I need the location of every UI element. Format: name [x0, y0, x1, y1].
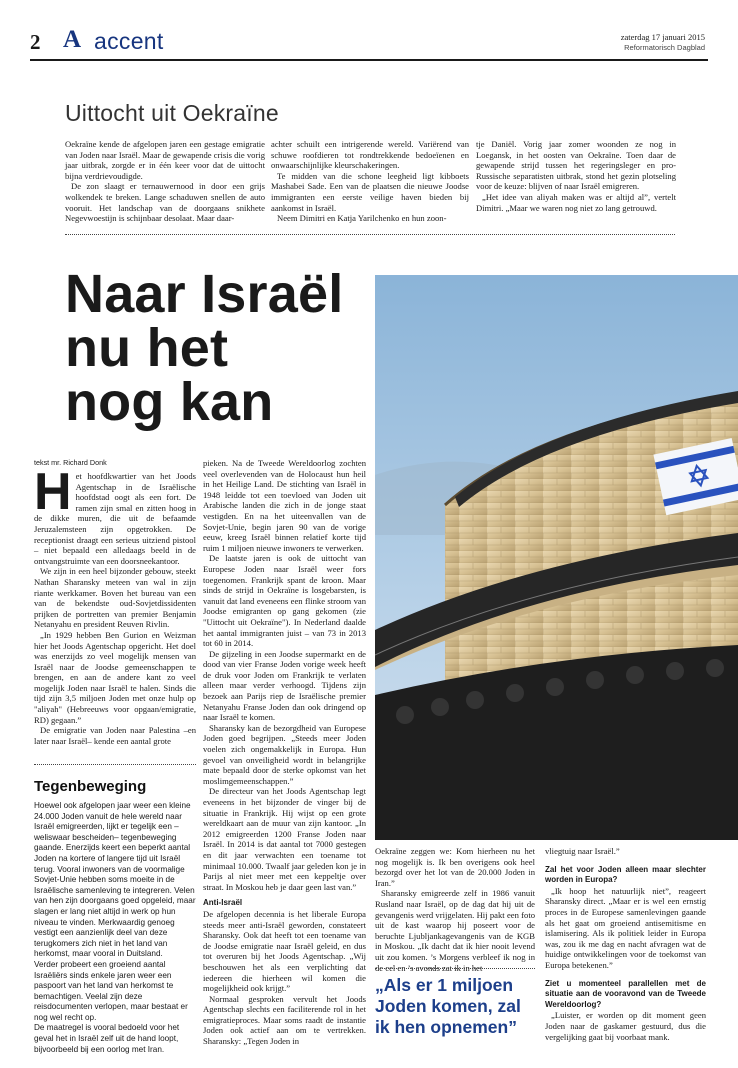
sidebar-paragraph: achter schuilt een intrigerende wereld. Variërend van schuwe roofdieren tot rondtrekkende bedoeïenen en onwaarschijnlijke kleurschakeringen.: [271, 139, 469, 171]
article-column-4: [545, 846, 706, 1042]
article-paragraph: et hoofdkwartier van het Joods Agentschap in de Israëlische hoofdstad oogt als een fort. De ramen zijn smal en zitten hoog in de dikke muren, die uit de befaamde Jeruzalemsteen zijn opgetrokken. De receptionist draagt een serieus uitziend pistool – niet bepaald een alledaags beeld in de ontvangstruimte van een doorsneekantoor.: [34, 471, 196, 566]
article-paragraph: Normaal gesproken vervult het Joods Agentschap slechts een faciliterende rol in het emigratieproces. Maar soms raadt de instantie Joden ook actief aan om te vertrekken. Sharansky: „Tegen Joden in: [203, 993, 366, 1047]
drop-cap: H: [34, 463, 72, 521]
interview-question: Ziet u momenteel parallellen met de situatie aan de vooravond van de Tweede Wereldoorlog?: [545, 978, 706, 1009]
article-paragraph: pieken. Na de Tweede Wereldoorlog zochten veel overlevenden van de Holocaust hun heil in het Heilige Land. De stichting van Israël in 1948 leidde tot een toevloed van Joden uit Arabische landen die zich in de jonge staat vestigden. En na het uiteenvallen van de Sovjet-Unie, begin jaren 90 van de vorige eeuw, kreeg Israël binnen relatief korte tijd ruim 1 miljoen nieuwe inwoners te verwerken.: [203, 458, 366, 553]
interview-question: Zal het voor Joden alleen maar slechter worden in Europa?: [545, 864, 706, 885]
headline-line: nog kan: [65, 372, 274, 432]
headline: [65, 264, 344, 432]
box-heading: Tegenbeweging: [34, 778, 147, 795]
article-paragraph: De afgelopen decennia is het liberale Europa steeds meer anti-Israël geworden, constateert Sharansky. Ook dat heeft tot een toename van de Joodse emigratie naar Israël geleid, en dus tot overuren bij het Joods Agentschap. „Wij beschouwen het als een verplichting dat iedereen die hierheen wil komen die mogelijkheid ook krijgt.”: [203, 908, 366, 994]
article-paragraph: We zijn in een heel bijzonder gebouw, steekt Nathan Sharansky meteen van wal in zijn riante werkkamer. Boven het bureau van een van de bekendste oud-Sovjetdissidenten prijken de portretten van premier Benjamin Netanyahu en president Reuven Rivlin.: [34, 566, 196, 630]
header-rule: [30, 59, 708, 61]
pull-quote: „Als er 1 miljoen Joden komen, zal ik hen opnemen”: [375, 975, 521, 1037]
interview-answer: „Luister, er worden op dit moment geen Joden naar de gaskamer gestuurd, dus die vergelijking gaat bij voorbaat mank.: [545, 1010, 706, 1042]
section-title: accent: [94, 28, 164, 54]
box-divider: [34, 764, 196, 765]
headline-line: Naar Israël: [65, 264, 344, 324]
section-logo: A: [63, 26, 82, 53]
article-column-2: [203, 458, 366, 1047]
page-number: 2: [30, 30, 41, 54]
newspaper-name: Reformatorisch Dagblad: [624, 43, 705, 52]
article-paragraph: Sharansky kan de bezorgdheid van Europese Joden goed begrijpen. „Steeds meer Joden voelen zich ongemakkelijk in Europa. Hun gevoel van onveiligheid wordt in belangrijke mate bepaald door de sterke opkomst van het moslimgemeenschappen.”: [203, 722, 366, 786]
box-paragraph: De maatregel is vooral bedoeld voor het geval het in Israël zelf uit de hand loopt, bijvoorbeeld bij een oorlog met Iran.: [34, 1023, 180, 1054]
quote-divider: [375, 968, 535, 969]
box-paragraph: Hoewel ook afgelopen jaar weer een kleine 24.000 Joden vanuit de hele wereld naar Israël emigreerden, lijkt er tegelijk een –weliswaar bescheiden– tegenbeweging gaande. Enerzijds keert een beperkt aantal Joden na kortere of langere tijd uit Israël terug. Vooral inwoners van de voormalige Sovjet-Unie hebben soms moeite in de Israëlische samenleving te integreren. Velen van hen zijn doorgaans goed opgeleid, maar slagen er lang niet altijd in werk op hun niveau te vinden. Merkwaardig genoeg vestigt een aanzienlijk deel van deze terugkomers zich niet in het land van herkomst, maar vooral in Duitsland.: [34, 801, 196, 959]
subheading: Anti-Israël: [203, 898, 243, 908]
sidebar-column-2: [271, 139, 469, 224]
interview-answer: „Ik hoop het natuurlijk niet”, reageert Sharansky direct. „Maar er is wel een ernstig proces in de Europese samenlevingen gaande als het gaat om groeiend antisemitisme en islamisering. Als ik politiek leider in Europa was, zou ik me dag en nacht afvragen wat de huidige ontwikkelingen voor de toekomst van Europa betekenen.”: [545, 885, 706, 970]
article-column-1: [34, 463, 196, 746]
sidebar-paragraph: „Het idee van aliyah maken was er altijd al”, vertelt Dimitri. „Maar we waren nog niet zo lang getrouwd.: [476, 191, 676, 213]
article-paragraph: vliegtuig naar Israël.”: [545, 846, 620, 856]
sidebar-divider: [65, 234, 675, 235]
article-paragraph: Sharansky emigreerde zelf in 1986 vanuit Rusland naar Israël, op de dag dat hij uit de gevangenis werd vrijgelaten. Hij pakt een foto uit de kast waarop hij poseert voor de beruchte Ljubljankagevangenis van de KGB in Moskou. „Ik dacht dat ik hier nooit levend uit zou komen. ’s Morgens verbleef ik nog in de cel en ’s avonds zat ik in het: [375, 888, 535, 973]
article-paragraph: De emigratie van Joden naar Palestina –en later naar Israël– kende een aantal grote: [34, 725, 196, 746]
article-photo: [375, 275, 738, 840]
sidebar-paragraph: Oekraïne kende de afgelopen jaren een gestage emigratie van Joden naar Israël. Maar de gewapende crisis die vorig jaar uitbrak, zorgde er in één keer voor dat de uittocht bijna verdrievoudigde.: [65, 139, 265, 181]
box-paragraph: Verder probeert een groeiend aantal Israëliërs sinds enkele jaren weer een paspoort van het land van herkomst te bemachtigen. Veelal zijn deze reisdocumenten verlopen, maar bestaat er nog wel recht op.: [34, 959, 188, 1022]
sidebar-paragraph: De zon slaagt er ternauwernood in door een grijs wolkendek te breken. Lange schaduwen snellen de auto vooruit. Het landschap van de doorgaans snikhete Negevwoestijn is schijnbaar desolaat. Maar daar-: [65, 181, 265, 224]
headline-line: nu het: [65, 318, 229, 378]
article-paragraph: De gijzeling in een Joodse supermarkt en de dood van vier Franse Joden vorige week heeft de druk voor Joden om Frankrijk te verlaten alleen maar verder verhoogd. Tijdens zijn bezoek aan Parijs riep de Israëlische premier Netanyahu Franse Joden dan ook dringend op naar Israël te komen.: [203, 648, 366, 723]
publication-date: zaterdag 17 januari 2015: [620, 32, 705, 42]
sidebar-paragraph: Te midden van die schone leegheid ligt kibboets Mashabei Sade. Een van de plaatsen die nieuwe Joodse immigranten een eerste veilige haven bieden bij aankomst in Israël.: [271, 170, 469, 213]
article-paragraph: De laatste jaren is ook de uittocht van Europese Joden naar Israël weer fors toegenomen. Frankrijk spant de kroon. Maar sinds de strijd in Oekraïne is losgebarsten, is vanuit dat land eveneens een flinke stroom van Joodse emigranten op gang gekomen (zie "Uittocht uit Oekraïne"). In Nederland daalde het aantal immigranten juist – van 73 in 2013 tot 60 in 2014.: [203, 553, 366, 649]
article-paragraph: Oekraïne zeggen we: Kom hierheen nu het nog mogelijk is. Ik ben overigens ook heel bezorgd over het lot van de 20.000 Joden in Iran.”: [375, 846, 535, 888]
sidebar-paragraph: tje Daniël. Vorig jaar zomer woonden ze nog in Loegansk, in het oosten van Oekraïne. Toen daar de gewapende strijd tussen het regeringsleger en pro-Russische separatisten uitbrak, stond het gezin plotseling voor de keuze: blijven of naar Israël emigreren.: [476, 139, 676, 192]
article-paragraph: De directeur van het Joods Agentschap legt eveneens in het bijzonder de vinger bij de situatie in Frankrijk. Hij wijst op een grote wereldkaart aan de muur van zijn kantoor. „In 2012 emigreerden 1200 Franse Joden naar Israël. In 2014 is dat aantal tot 7000 gestegen en dit jaar verwachten een toename tot minimaal 10.000. Twaalf jaar geleden kon je in Parijs al niet meer met een keppeltje over straat. In Moskou heb je daar geen last van.”: [203, 786, 366, 892]
box-text: [34, 801, 196, 1055]
byline: tekst mr. Richard Donk: [34, 458, 107, 467]
sidebar-column-3: [476, 139, 676, 213]
article-column-3: [375, 846, 535, 973]
article-paragraph: „In 1929 hebben Ben Gurion en Weizman hier het Joods Agentschap opgericht. Het doel was enerzijds zo veel mogelijk mensen van Israël naar de Joodse gemeenschappen te brengen, en aan de andere kant zo veel mogelijk Joden naar Israël te halen. Sinds die tijd zijn 3,5 miljoen Joden met onze hulp op "aliyah" (Hebreeuws voor opgaan/emigratie, RD) gegaan.”: [34, 629, 196, 725]
sidebar-title: Uittocht uit Oekraïne: [65, 100, 279, 126]
sidebar-paragraph: Neem Dimitri en Katja Yarilchenko en hun zoon-: [277, 213, 447, 224]
sidebar-column-1: [65, 139, 265, 224]
